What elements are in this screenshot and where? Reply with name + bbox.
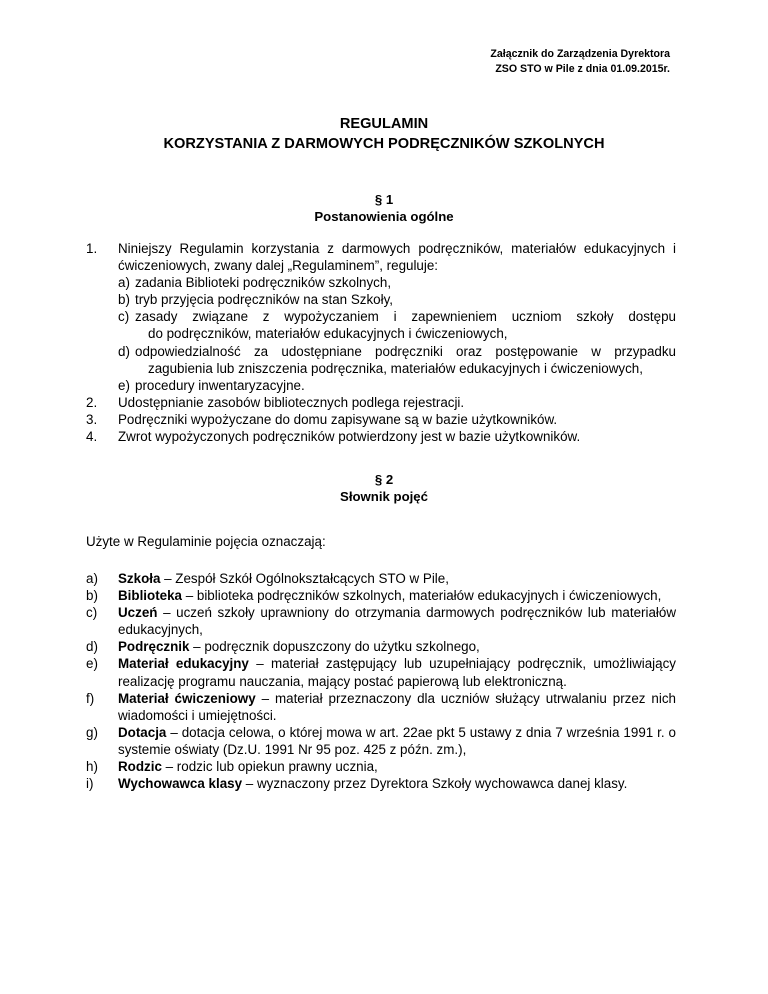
item-text: Niniejszy Regulamin korzystania z darmowych podręczników, materiałów edukacyjnych i ćwiczeniowych, zwany dalej „Regulaminem”, reguluje: — [118, 241, 676, 274]
document-title — [0, 115, 768, 154]
sub-item-letter: b) — [118, 292, 130, 308]
list-item — [86, 428, 676, 445]
definition-letter: c) — [86, 605, 98, 621]
definition-item — [86, 758, 676, 775]
section-2-intro: Użyte w Regulaminie pojęcia oznaczają: — [86, 534, 326, 549]
definition-item — [86, 655, 676, 689]
definition-letter: f) — [86, 690, 95, 706]
sub-item-letter: a) — [118, 275, 130, 291]
definition-text: – dotacja celowa, o której mowa w art. 22ae pkt 5 ustawy z dnia 7 września 1991 r. o systemie oświaty (Dz.U. 1991 Nr 95 poz. 425 z późn. zm.), — [118, 724, 676, 757]
attachment-note — [370, 47, 670, 77]
definition-item — [86, 587, 676, 604]
definition-text: – wyznaczony przez Dyrektora Szkoły wychowawca danej klasy. — [242, 776, 628, 792]
definition-item — [86, 638, 676, 655]
sub-item-letter: c) — [118, 309, 130, 325]
definition-text: – biblioteka podręczników szkolnych, materiałów edukacyjnych i ćwiczeniowych, — [182, 588, 662, 604]
definitions-list — [86, 570, 676, 792]
sub-item-letter: e) — [118, 377, 130, 393]
sub-item — [118, 308, 676, 342]
definition-item — [86, 690, 676, 724]
definition-text: – Zespół Szkół Ogólnokształcących STO w Pile, — [160, 571, 449, 586]
definition-term: Materiał ćwiczeniowy — [118, 690, 256, 706]
sub-item — [118, 291, 676, 308]
sub-item-continuation: zagubienia lub zniszczenia podręcznika, materiałów edukacyjnych i ćwiczeniowych, — [148, 360, 643, 376]
sub-item-text: procedury inwentaryzacyjne. — [135, 377, 305, 393]
definition-text: – rodzic lub opiekun prawny ucznia, — [161, 759, 378, 775]
section-1-heading — [0, 191, 768, 225]
definition-letter: i) — [86, 776, 94, 792]
definition-term: Szkoła — [118, 571, 161, 586]
section-2-number: § 2 — [374, 472, 394, 487]
definition-term: Uczeń — [118, 605, 158, 621]
list-item — [86, 240, 676, 394]
definition-text: – uczeń szkoły uprawniony do otrzymania darmowych podręczników lub materiałów edukacyjnych, — [118, 605, 676, 638]
definition-term: Podręcznik — [118, 639, 190, 655]
sub-item-text: zadania Biblioteki podręczników szkolnych, — [135, 275, 392, 291]
definition-letter: a) — [86, 571, 98, 586]
definition-text: – materiał przeznaczony dla uczniów służący utrwalaniu przez nich wiadomości i umiejętności. — [118, 690, 676, 723]
sub-item-letter: d) — [118, 343, 130, 359]
item-text: Zwrot wypożyczonych podręczników potwierdzony jest w bazie użytkowników. — [118, 429, 581, 445]
section-2-title: Słownik pojęć — [340, 489, 428, 504]
definition-item — [86, 724, 676, 758]
section-1-title: Postanowienia ogólne — [314, 209, 454, 224]
definition-text: – podręcznik dopuszczony do użytku szkolnego, — [189, 639, 480, 655]
section-1-number: § 1 — [374, 192, 394, 207]
sub-item-continuation: do podręczników, materiałów edukacyjnych i ćwiczeniowych, — [148, 326, 508, 342]
definition-letter: g) — [86, 724, 98, 740]
section-1-list — [86, 240, 676, 445]
sub-item — [118, 343, 676, 377]
sub-item — [118, 377, 676, 394]
attachment-line-1: Załącznik do Zarządzenia Dyrektora — [490, 48, 670, 60]
definition-letter: e) — [86, 656, 98, 672]
sub-item-text: odpowiedzialność za udostępniane podręczniki oraz postępowanie w przypadku — [135, 343, 676, 359]
list-item — [86, 411, 676, 428]
item-number: 1. — [86, 241, 98, 256]
item-text: Udostępnianie zasobów bibliotecznych podlega rejestracji. — [118, 394, 465, 410]
item-number: 4. — [86, 429, 98, 445]
item-number: 2. — [86, 394, 98, 410]
item-text: Podręczniki wypożyczane do domu zapisywane są w bazie użytkowników. — [118, 411, 558, 427]
section-2-heading — [0, 471, 768, 505]
title-line-1: REGULAMIN — [339, 116, 429, 132]
definition-term: Wychowawca klasy — [118, 776, 243, 792]
definition-letter: b) — [86, 588, 98, 604]
list-item — [86, 394, 676, 411]
definition-term: Biblioteka — [118, 588, 182, 604]
sub-item-text: tryb przyjęcia podręczników na stan Szkoły, — [135, 292, 394, 308]
item-number: 3. — [86, 411, 98, 427]
definition-letter: h) — [86, 759, 98, 775]
definition-term: Dotacja — [118, 724, 167, 740]
definition-item — [86, 570, 676, 587]
definition-term: Rodzic — [118, 759, 162, 775]
title-line-2: KORZYSTANIA Z DARMOWYCH PODRĘCZNIKÓW SZKOLNYCH — [163, 135, 605, 152]
definition-term: Materiał edukacyjny — [118, 656, 249, 672]
definition-letter: d) — [86, 639, 98, 655]
definition-item — [86, 775, 676, 792]
sub-item — [118, 274, 676, 291]
sub-item-text: zasady związane z wypożyczaniem i zapewnieniem uczniom szkoły dostępu — [135, 309, 676, 325]
definition-item — [86, 604, 676, 638]
attachment-line-2: ZSO STO w Pile z dnia 01.09.2015r. — [495, 63, 670, 75]
definition-text: – materiał zastępujący lub uzupełniający podręcznik, umożliwiający realizację programu nauczania, mający postać papierową lub elektroniczną. — [118, 656, 676, 689]
